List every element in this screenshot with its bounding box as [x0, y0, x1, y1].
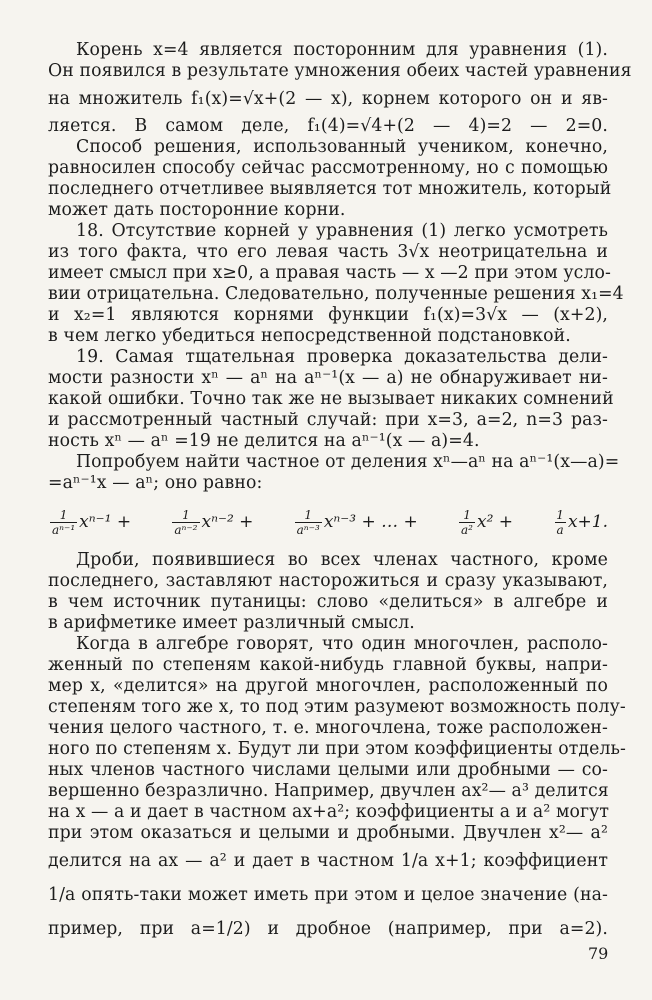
paragraph	[48, 550, 608, 634]
quotient-formula	[48, 494, 608, 550]
fraction-numerator: 1	[304, 507, 313, 522]
formula-term	[457, 508, 513, 537]
text-line: Когда в алгебре говорят, что один многочлен, располо-	[76, 634, 608, 654]
text-line: ного по степеням x. Будут ли при этом коэффициенты отдель-	[48, 739, 626, 759]
page-number: 79	[588, 944, 609, 963]
fraction	[554, 508, 566, 537]
paragraph	[48, 40, 632, 137]
fraction-denominator: a²	[461, 522, 473, 537]
fraction	[295, 508, 322, 537]
text-line: в арифметике имеет различный смысл.	[48, 613, 415, 633]
page-text	[48, 40, 632, 946]
fraction-numerator: 1	[59, 507, 68, 522]
formula-term-tail: x+1.	[567, 512, 608, 532]
formula-term	[48, 508, 131, 537]
paragraph	[48, 137, 612, 221]
text-line: мер x, «делится» на другой многочлен, расположенный по	[48, 676, 608, 696]
text-line: равносилен способу сейчас рассмотренному, но с помощью	[48, 158, 608, 178]
text-line: мости разности xⁿ — aⁿ на aⁿ⁻¹(x — a) не обнаруживает ни-	[48, 368, 608, 388]
text-line: 19. Самая тщательная проверка доказательства дели-	[76, 347, 608, 367]
text-line: 18. Отсутствие корней у уравнения (1) легко усмотреть	[76, 221, 608, 241]
fraction-numerator: 1	[556, 507, 564, 522]
text-line: вершенно безразлично. Например, двучлен ax²— a³ делится	[48, 781, 609, 801]
formula-term-tail: xⁿ⁻¹ +	[79, 512, 132, 532]
fraction-denominator: a	[556, 522, 564, 537]
text-line: имеет смысл при x≥0, а правая часть — x —2 при этом усло-	[48, 263, 611, 283]
text-line: чения целого частного, т. е. многочлена, тоже расположен-	[48, 718, 608, 738]
text-line: Дроби, появившиеся во всех членах частного, кроме	[76, 550, 608, 570]
text-line: пример, при a=1/2) и дробное (например, при a=2).	[48, 919, 608, 939]
text-line: при этом оказаться и целыми и дробными. Двучлен x²— a²	[48, 823, 608, 843]
text-line: может дать посторонние корни.	[48, 200, 346, 220]
text-line: последнего отчетливее выявляется тот множитель, который	[48, 179, 612, 199]
text-line: и x₂=1 являются корнями функции f₁(x)=3√x — (x+2),	[48, 305, 608, 325]
text-line: в чем легко убедиться непосредственной подстановкой.	[48, 326, 571, 346]
fraction-denominator: aⁿ⁻³	[296, 522, 320, 537]
text-line: какой ошибки. Точно так же не вызывает никаких сомнений	[48, 389, 614, 409]
paragraph-item-19	[48, 347, 614, 452]
text-line: ность xⁿ — aⁿ =19 не делится на aⁿ⁻¹(x — a)=4.	[48, 431, 480, 451]
text-line: и рассмотренный частный случай: при x=3, a=2, n=3 раз-	[48, 410, 608, 430]
text-line: на x — a и дает в частном ax+a²; коэффициенты a и a² могут	[48, 802, 610, 822]
text-line: на множитель f₁(x)=√x+(2 — x), корнем которого он и яв-	[48, 89, 608, 109]
text-line: из того факта, что его левая часть 3√x неотрицательна и	[48, 242, 608, 262]
text-line: =aⁿ⁻¹x — aⁿ; оно равно:	[48, 473, 263, 493]
fraction	[172, 508, 199, 537]
formula-term	[170, 508, 253, 537]
text-line: Корень x=4 является посторонним для уравнения (1).	[76, 40, 608, 60]
formula-term	[293, 508, 418, 537]
text-line: делится на ax — a² и дает в частном 1/a x+1; коэффициент	[48, 851, 608, 871]
text-line: ных членов частного числами целыми или дробными — со-	[48, 760, 608, 780]
fraction-denominator: aⁿ⁻²	[174, 522, 198, 537]
formula-term-tail: x² +	[477, 512, 514, 532]
formula-term-tail: xⁿ⁻³ + … +	[323, 512, 418, 532]
text-line: Способ решения, использованный учеником, конечно,	[76, 137, 608, 157]
text-line: вии отрицательна. Следовательно, полученные решения x₁=4	[48, 284, 624, 304]
text-line: в чем источник путаницы: слово «делиться» в алгебре и	[48, 592, 608, 612]
paragraph-item-18	[48, 221, 624, 347]
text-line: степеням того же x, то под этим разумеют возможность полу-	[48, 697, 626, 717]
fraction-numerator: 1	[463, 507, 471, 522]
paragraph	[48, 634, 626, 946]
text-line: последнего, заставляют насторожиться и сразу указывают,	[48, 571, 608, 591]
text-line: женный по степеням какой-нибудь главной буквы, напри-	[48, 655, 608, 675]
fraction	[459, 508, 475, 537]
text-line: Попробуем найти частное от деления xⁿ—aⁿ на aⁿ⁻¹(x—a)=	[76, 452, 620, 472]
text-line: ляется. В самом деле, f₁(4)=√4+(2 — 4)=2 — 2=0.	[48, 116, 608, 136]
text-line: 1/a опять-таки может иметь при этом и целое значение (на-	[48, 885, 608, 905]
formula-term	[552, 508, 608, 537]
fraction-denominator: aⁿ⁻¹	[52, 522, 76, 537]
fraction	[50, 508, 77, 537]
fraction-numerator: 1	[182, 507, 190, 522]
text-line: Он появился в результате умножения обеих частей уравнения	[48, 61, 632, 81]
paragraph	[48, 452, 620, 494]
formula-term-tail: xⁿ⁻² +	[201, 512, 254, 532]
